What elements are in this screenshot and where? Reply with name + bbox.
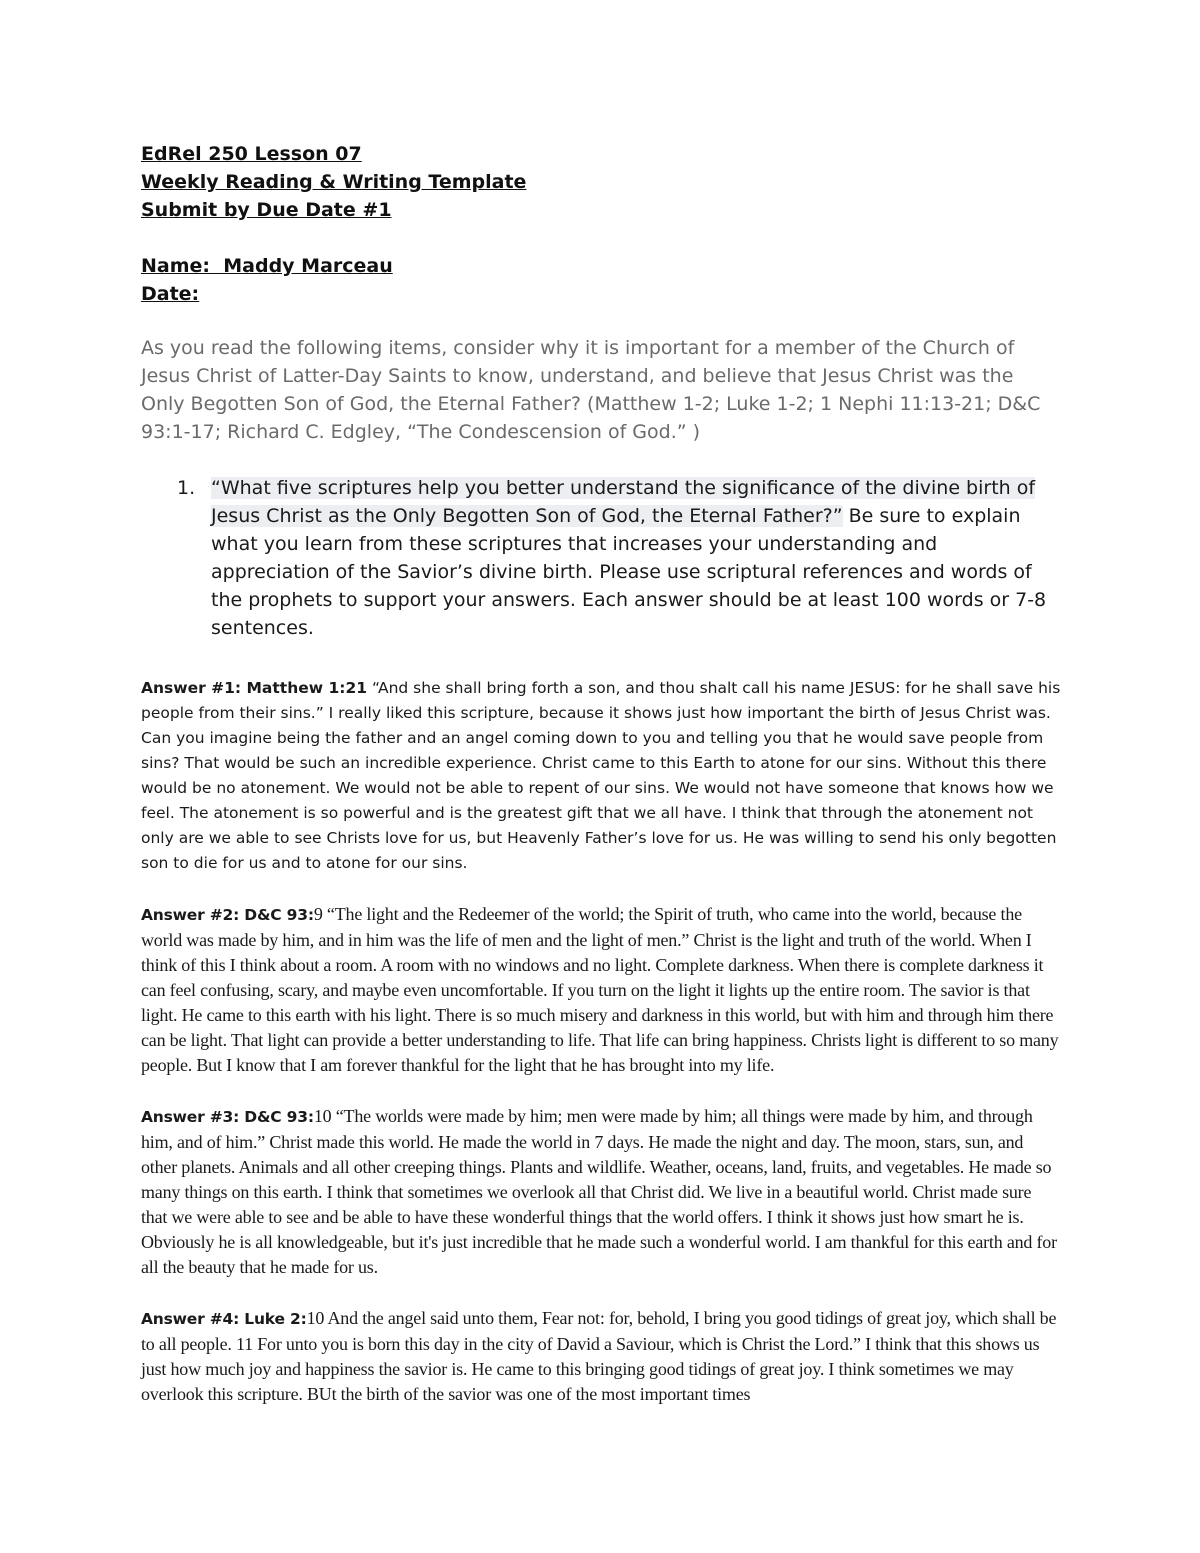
- answer-1-text: “And she shall bring forth a son, and thou shalt call his name JESUS: for he shall save his people from their sins.” I really liked this scripture, because it shows just how important the birth of Jesus Christ was. Can you imagine being the father and an angel coming down to you and telling you that he would save people from sins? That would be such an incredible experience. Christ came to this Earth to atone for our sins. Without this there would be no atonement. We would not be able to repent of our sins. We would not have someone that knows how we feel. The atonement is so powerful and is the greatest gift that we all have. I think that through the atonement not only are we able to see Christs love for us, but Heavenly Father’s love for us. He was willing to send his only begotten son to die for us and to atone for our sins.: [141, 679, 1061, 872]
- question-number: 1.: [177, 477, 196, 499]
- question-text: [211, 474, 1061, 642]
- intro-paragraph: As you read the following items, consider why it is important for a member of the Church of Jesus Christ of Latter-Day Saints to know, understand, and believe that Jesus Christ was the Only Begotten Son of God, the Eternal Father? (Matthew 1-2; Luke 1-2; 1 Nephi 11:13-21; D&C 93:1-17; Richard C. Edgley, “The Condescension of God.” ): [141, 337, 1041, 443]
- answer-4-label: Answer #4: Luke 2:: [141, 1310, 307, 1328]
- answer-2-label: Answer #2: D&C 93:: [141, 906, 314, 924]
- answer-3-text: 10 “The worlds were made by him; men were made by him; all things were made by him, and through him, and of him.” Christ made this world. He made the world in 7 days. He made the night and day. The moon, stars, sun, and other planets. Animals and all other creeping things. Plants and wildlife. Weather, oceans, land, fruits, and vegetables. He made so many things on this earth. I think that sometimes we overlook all that Christ did. We live in a beautiful world. Christ made sure that we were able to see and be able to have these wonderful things that the world offers. I think it shows just how smart he is. Obviously he is all knowledgeable, but it's just incredible that he made such a wonderful world. I am thankful for this earth and for all the beauty that he made for us.: [141, 1106, 1057, 1277]
- question-highlighted: “What five scriptures help you better understand the significance of the divine birth of Jesus Christ as the Only Begotten Son of God, the Eternal Father?”: [211, 477, 1036, 527]
- question-instructions: Be sure to explain what you learn from these scriptures that increases your understanding and appreciation of the Savior’s divine birth. Please use scriptural references and words of the prophets to support your answers. Each answer should be at least 100 words or 7-8 sentences.: [211, 505, 1047, 639]
- spacer: [141, 224, 1061, 252]
- template-title: Weekly Reading & Writing Template: [141, 171, 527, 193]
- question-item: [141, 474, 1061, 642]
- answer-2-text: 9 “The light and the Redeemer of the world; the Spirit of truth, who came into the world, because the world was made by him, and in him was the life of men and the light of men.” Christ is the light and truth of the world. When I think of this I think about a room. A room with no windows and no light. Complete darkness. When there is complete darkness it can feel confusing, scary, and maybe even uncomfortable. If you turn on the light it lights up the entire room. The savior is that light. He came to this earth with his light. There is so much misery and darkness in this world, but with him and through him there can be light. That light can provide a better understanding to life. That life can bring happiness. Christs light is different to so many people. But I know that I am forever thankful for the light that he has brought into my life.: [141, 904, 1059, 1075]
- due-date-line: Submit by Due Date #1: [141, 199, 392, 221]
- answer-3: [141, 1104, 1061, 1280]
- date-field: Date:: [141, 283, 200, 305]
- answer-3-label: Answer #3: D&C 93:: [141, 1108, 314, 1126]
- answer-4-text: 10 And the angel said unto them, Fear not: for, behold, I bring you good tidings of great joy, which shall be to all people. 11 For unto you is born this day in the city of David a Saviour, which is Christ the Lord.” I think that this shows us just how much joy and happiness the savior is. He came to this bringing good tidings of great joy. I think sometimes we may overlook this scripture. BUt the birth of the savior was one of the most important times: [141, 1308, 1057, 1404]
- answer-2: [141, 902, 1061, 1078]
- course-title: EdRel 250 Lesson 07: [141, 143, 362, 165]
- answer-4: [141, 1306, 1061, 1407]
- answer-1: [141, 676, 1061, 876]
- document-page: [141, 140, 1061, 1407]
- answer-1-label: Answer #1: Matthew 1:21: [141, 679, 368, 697]
- student-name: Name: Maddy Marceau: [141, 255, 393, 277]
